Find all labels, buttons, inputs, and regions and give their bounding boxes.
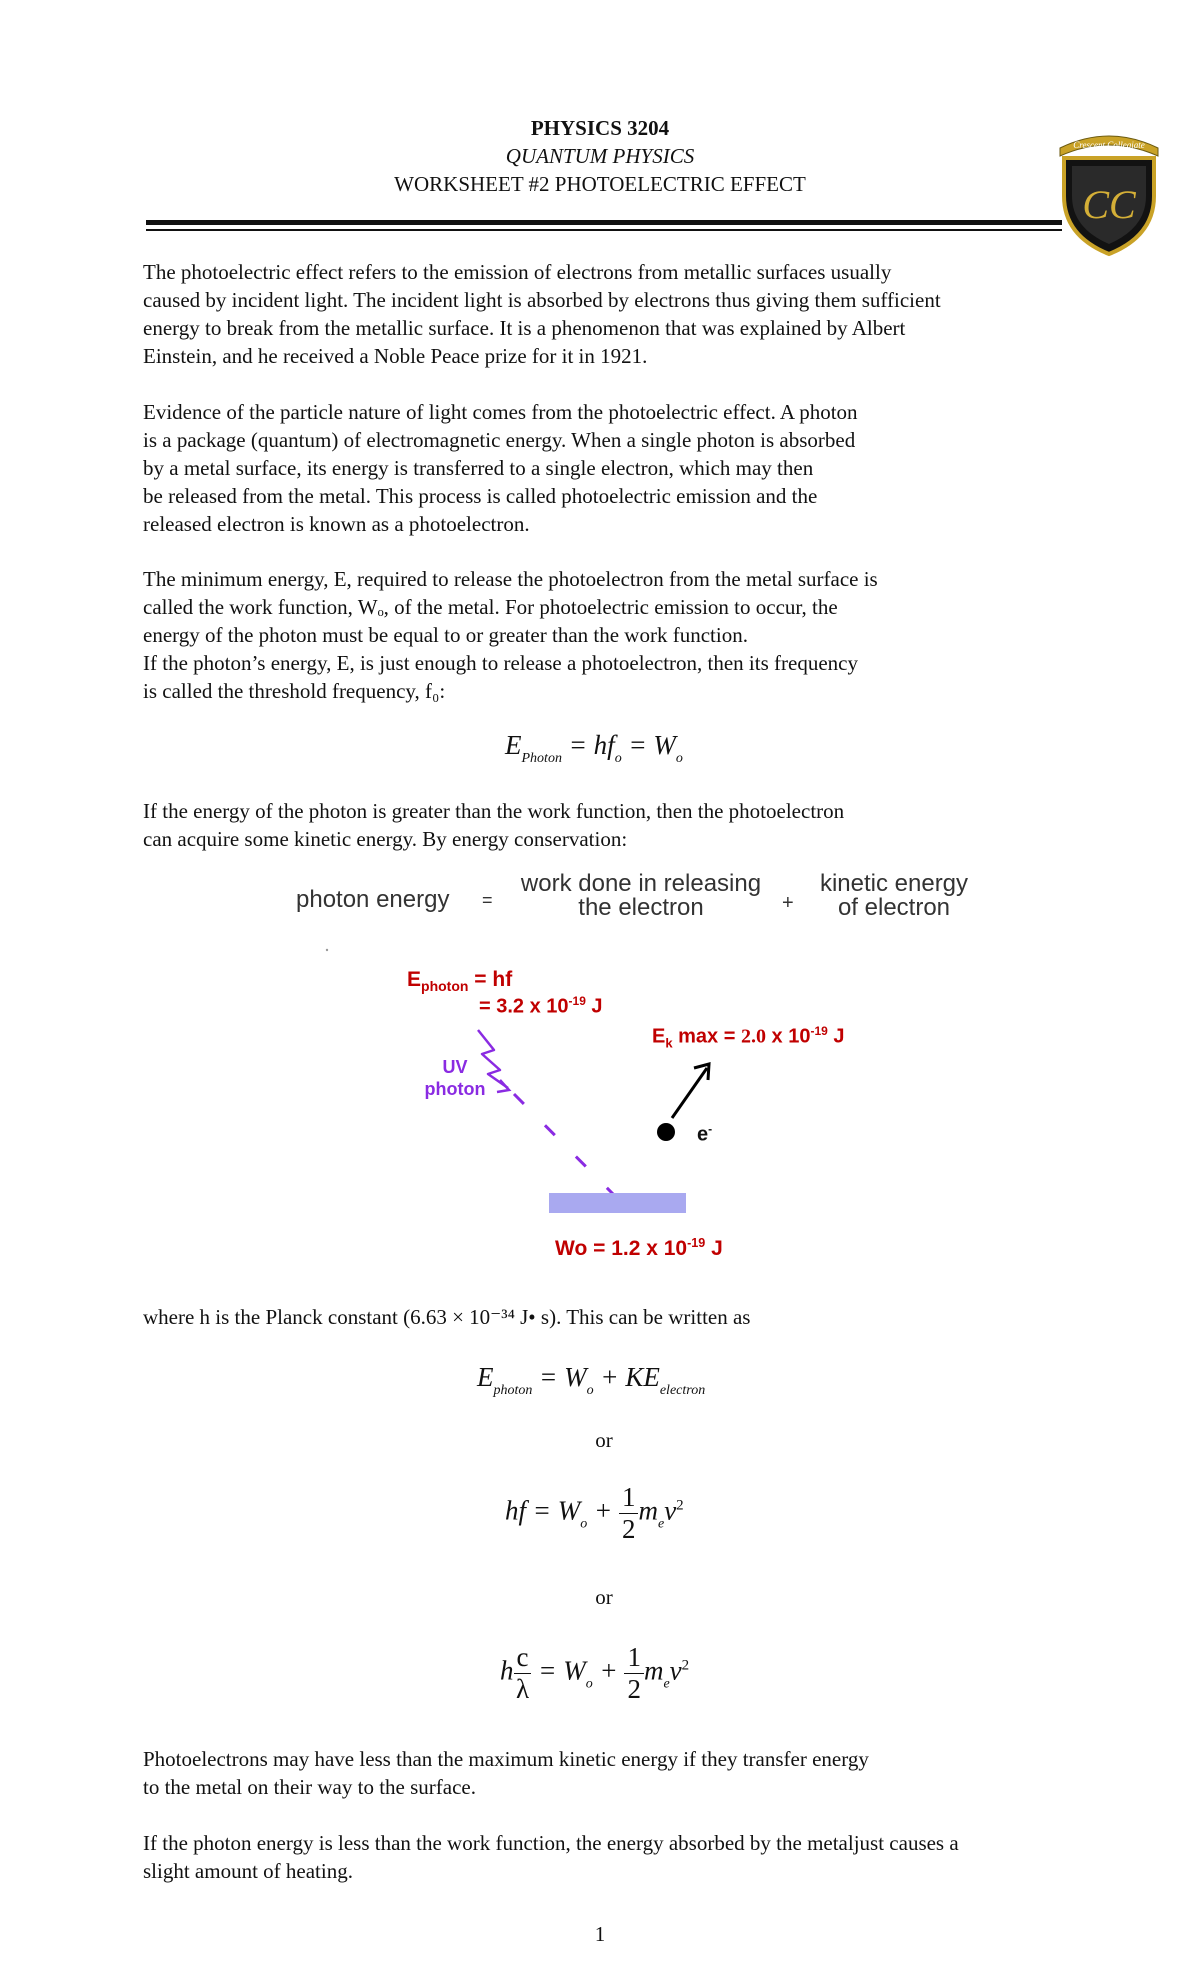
word-eq-work-done <box>506 872 776 920</box>
ephoton-exponent: -19 <box>568 994 586 1008</box>
word-equation <box>296 870 1016 930</box>
fraction-denominator: 2 <box>621 1514 636 1544</box>
text-line: Einstein, and he received a Noble Peace prize for it in 1921. <box>143 344 648 368</box>
eq-subscript: Photon <box>521 751 562 766</box>
text-line: released electron is known as a photoelectron. <box>143 512 530 536</box>
eq-symbol: hf <box>505 1495 527 1526</box>
text-line: is a package (quantum) of electromagnetic energy. When a single photon is absorbed <box>143 428 856 452</box>
eq-symbol: m <box>643 1655 664 1686</box>
text-line: energy to break from the metallic surface. It is a phenomenon that was explained by Albert <box>143 316 906 340</box>
eq-symbol: m <box>638 1495 658 1526</box>
text-line: The minimum energy, E, required to release the photoelectron from the metal surface is <box>143 567 878 591</box>
eq-exponent: 2 <box>681 1657 690 1674</box>
c-over-lambda-fraction <box>514 1644 532 1703</box>
metal-plate <box>549 1193 686 1213</box>
ek-max-label <box>652 1024 844 1051</box>
electron-arrowhead <box>694 1064 709 1080</box>
page-number: 1 <box>594 1922 606 1946</box>
wo-text: Wo = 1.2 x 10 <box>555 1237 688 1260</box>
planck-paragraph <box>143 1303 1073 1331</box>
ephoton-label <box>407 968 512 994</box>
work-function-label <box>555 1236 723 1261</box>
ek-value: 2.0 <box>740 1025 766 1048</box>
text-line: can acquire some kinetic energy. By energy conservation: <box>143 827 628 851</box>
fraction-denominator: 2 <box>627 1674 641 1704</box>
electron-arrow <box>672 1068 707 1118</box>
word-eq-kinetic <box>804 872 984 920</box>
eq-symbol: = W <box>538 1655 586 1686</box>
text-line: called the work function, Wₒ, of the metal. For photoelectric emission to occur, the <box>143 595 838 619</box>
eq-symbol: + <box>599 1655 618 1686</box>
ephoton-value-text: = 3.2 x 10 <box>479 995 569 1018</box>
eq-symbol: E <box>505 730 522 760</box>
unit-title: QUANTUM PHYSICS <box>505 144 695 168</box>
ephoton-eq: = hf <box>474 968 513 991</box>
text-line: be released from the metal. This process is called photoelectric emission and the <box>143 484 818 508</box>
text-line: The photoelectric effect refers to the emission of electrons from metallic surfaces usually <box>143 260 892 284</box>
ek-mid: x 10 <box>765 1025 811 1048</box>
word-eq-line: of electron <box>837 894 951 921</box>
speck <box>326 949 328 951</box>
intro-paragraph <box>143 258 1073 370</box>
ek-unit: J <box>827 1025 845 1048</box>
threshold-equation <box>505 730 683 767</box>
fraction-numerator: c <box>514 1644 532 1674</box>
ek-exponent: -19 <box>810 1024 828 1038</box>
text-line: If the photon’s energy, E, is just enough to release a photoelectron, then its frequency <box>143 651 858 675</box>
logo-monogram: CC <box>1082 182 1136 227</box>
eq-subscript: o <box>675 751 683 766</box>
text-line: by a metal surface, its energy is transferred to a single electron, which may then <box>143 456 814 480</box>
eq-symbol: = W <box>628 730 676 760</box>
logo-text: Crescent Collegiate <box>1073 140 1145 150</box>
eq-symbol: = hf <box>568 730 615 760</box>
hf-equation <box>505 1484 684 1543</box>
header-rule-thick <box>146 220 1062 225</box>
ephoton-unit: J <box>585 995 603 1018</box>
text-line: is called the threshold frequency, f₀: <box>143 679 446 703</box>
ek-symbol: E <box>652 1025 666 1048</box>
heating-paragraph <box>143 1829 1073 1885</box>
header-rule-thin <box>146 229 1062 231</box>
work-function-paragraph <box>143 565 1073 705</box>
text-line: caused by incident light. The incident light is absorbed by electrons thus giving them sufficient <box>143 288 941 312</box>
text-line: slight amount of heating. <box>143 1859 353 1883</box>
worksheet-title: WORKSHEET #2 PHOTOELECTRIC EFFECT <box>394 172 806 196</box>
eq-symbol: h <box>500 1655 514 1686</box>
eq-symbol: v <box>669 1655 682 1686</box>
text-line: Evidence of the particle nature of light comes from the photoelectric effect. A photon <box>143 400 858 424</box>
ephoton-symbol: E <box>407 968 422 991</box>
eq-symbol: E <box>477 1362 494 1392</box>
electron-symbol: e <box>697 1123 709 1146</box>
eq-subscript: o <box>614 751 622 766</box>
eq-symbol: + KE <box>600 1362 660 1392</box>
evidence-paragraph <box>143 398 1073 538</box>
or-separator: or <box>595 1428 613 1452</box>
course-title: PHYSICS 3204 <box>530 116 670 140</box>
ephoton-value <box>479 994 603 1019</box>
fraction-numerator: 1 <box>619 1484 639 1514</box>
eq-subscript: o <box>585 1676 593 1692</box>
eq-exponent: 2 <box>676 1497 684 1514</box>
photoelectrons-paragraph <box>143 1745 1073 1801</box>
electron-charge: - <box>708 1122 713 1136</box>
text-line: Photoelectrons may have less than the maximum kinetic energy if they transfer energy <box>143 1747 869 1771</box>
eq-subscript: o <box>586 1383 594 1398</box>
eq-subscript: electron <box>659 1383 706 1398</box>
photon-text: photon <box>424 1079 486 1099</box>
word-eq-photon-energy: photon energy <box>296 886 450 913</box>
half-fraction <box>624 1644 644 1703</box>
half-fraction <box>619 1484 639 1543</box>
eq-subscript: e <box>657 1516 665 1532</box>
text-line: If the energy of the photon is greater than the work function, then the photoelectron <box>143 799 845 823</box>
text-line: to the metal on their way to the surface. <box>143 1775 476 1799</box>
ek-subscript: k <box>665 1035 673 1051</box>
word-eq-line: kinetic energy <box>819 870 969 897</box>
photon-wave <box>478 1030 508 1088</box>
einstein-equation <box>477 1362 705 1399</box>
photon-wave-arrowhead <box>497 1080 509 1092</box>
word-eq-line: the electron <box>578 894 704 921</box>
kinetic-energy-paragraph <box>143 797 1073 853</box>
eq-symbol: v <box>664 1495 677 1526</box>
eq-symbol: = W <box>532 1495 581 1526</box>
electron-label <box>697 1122 712 1147</box>
fraction-numerator: 1 <box>624 1644 644 1674</box>
fraction-denominator: λ <box>515 1674 530 1704</box>
photon-path <box>514 1094 615 1196</box>
text-line: If the photon energy is less than the work function, the energy absorbed by the metaljust causes a <box>143 1831 959 1855</box>
wavelength-equation <box>500 1644 689 1703</box>
eq-subscript: photon <box>493 1383 533 1398</box>
eq-subscript: o <box>580 1516 588 1532</box>
text-line: energy of the photon must be equal to or greater than the work function. <box>143 623 748 647</box>
wo-exponent: -19 <box>687 1236 706 1250</box>
text-line: where h is the Planck constant (6.63 × 10⁻³⁴ J• s). This can be written as <box>143 1305 751 1329</box>
uv-text: UV <box>442 1057 468 1077</box>
wo-unit: J <box>705 1237 723 1260</box>
word-eq-plus: + <box>782 892 794 914</box>
electron-dot <box>657 1123 675 1141</box>
eq-subscript: e <box>663 1676 670 1692</box>
or-separator: or <box>595 1585 613 1609</box>
word-eq-equals: = <box>482 890 493 910</box>
uv-photon-label <box>424 1056 486 1100</box>
eq-symbol: = W <box>539 1362 587 1392</box>
ephoton-subscript: photon <box>421 978 469 994</box>
eq-symbol: + <box>593 1495 613 1526</box>
word-eq-line: work done in releasing <box>520 870 762 897</box>
school-crest-logo <box>1054 126 1164 258</box>
ek-text: max = <box>672 1025 741 1048</box>
